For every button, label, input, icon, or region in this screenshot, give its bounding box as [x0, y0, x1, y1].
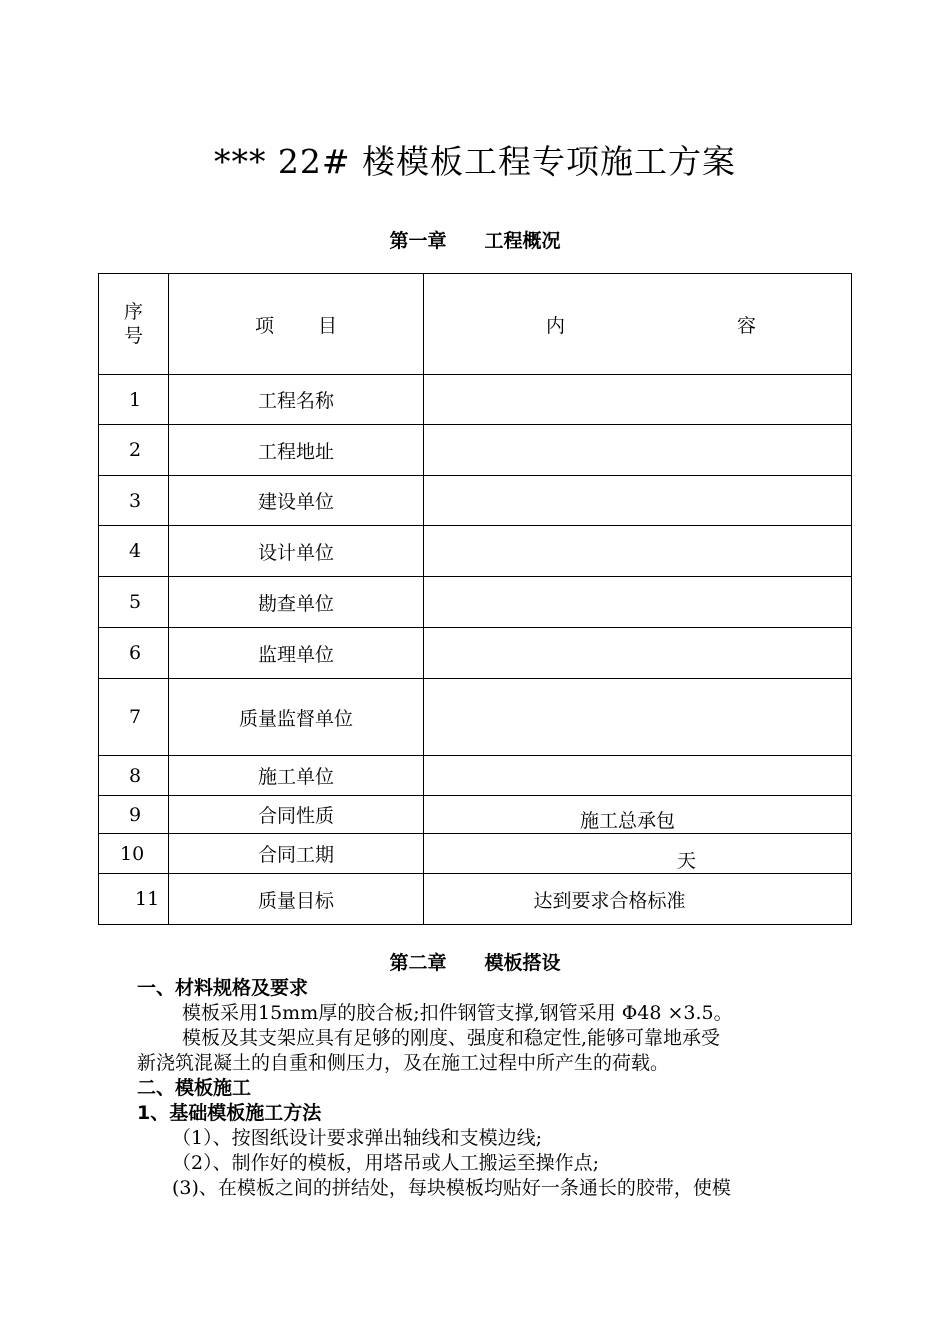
header-content-b: 容	[736, 314, 756, 337]
row-content	[424, 375, 852, 425]
row-no: 6	[99, 628, 169, 679]
row-item: 工程名称	[169, 375, 424, 425]
row-no: 7	[99, 679, 169, 756]
table-row	[99, 796, 852, 834]
subsection-1-heading: 1、基础模板施工方法	[137, 1102, 322, 1124]
row-item: 工程地址	[169, 425, 424, 476]
row-no: 3	[99, 476, 169, 526]
section-2-heading: 二、模板施工	[137, 1077, 252, 1099]
row-content	[424, 425, 852, 476]
row-content	[424, 526, 852, 577]
row-content	[424, 577, 852, 628]
row-item: 勘查单位	[169, 577, 424, 628]
table-row	[99, 874, 852, 925]
paragraph-materials: 模板采用15mm厚的胶合板;扣件钢管支撑,钢管采用 Φ48 ×3.5。	[182, 1002, 733, 1024]
row-no: 8	[99, 756, 169, 796]
row-item: 建设单位	[169, 476, 424, 526]
row-no: 10	[99, 834, 169, 874]
paragraph-rigidity: 模板及其支架应具有足够的刚度、强度和稳定性,能够可靠地承受	[182, 1027, 721, 1049]
row-item: 合同性质	[169, 796, 424, 834]
table-row	[99, 526, 852, 577]
step-1: （1）、按图纸设计要求弹出轴线和支模边线;	[172, 1127, 542, 1149]
row-item: 监理单位	[169, 628, 424, 679]
header-item-b: 目	[318, 314, 338, 337]
row-item: 合同工期	[169, 834, 424, 874]
chapter-1-heading: 第一章 工程概况	[389, 230, 561, 252]
row-no: 9	[99, 796, 169, 834]
row-item: 施工单位	[169, 756, 424, 796]
row-content: 施工总承包	[424, 796, 852, 834]
table-row	[99, 756, 852, 796]
row-no: 5	[99, 577, 169, 628]
header-no-label: 序号	[123, 301, 143, 347]
chapter-2-heading: 第二章 模板搭设	[389, 952, 561, 974]
row-no: 11	[99, 874, 169, 925]
header-content-a: 内	[546, 314, 566, 337]
project-overview-table	[98, 273, 852, 925]
row-item: 质量监督单位	[169, 679, 424, 756]
step-3: (3)、在模板之间的拼结处，每块模板均贴好一条通长的胶带，使模	[172, 1177, 731, 1199]
table-row	[99, 577, 852, 628]
row-content	[424, 476, 852, 526]
table-row	[99, 375, 852, 425]
table-row	[99, 834, 852, 874]
row-no: 4	[99, 526, 169, 577]
table-header-row	[99, 274, 852, 375]
header-content	[424, 274, 852, 375]
row-item: 设计单位	[169, 526, 424, 577]
header-item-a: 项	[254, 314, 274, 337]
row-no: 2	[99, 425, 169, 476]
row-content	[424, 756, 852, 796]
header-item	[169, 274, 424, 375]
table-row	[99, 628, 852, 679]
step-2: （2）、制作好的模板，用塔吊或人工搬运至操作点;	[172, 1152, 599, 1174]
row-item: 质量目标	[169, 874, 424, 925]
row-content: 达到要求合格标准	[424, 874, 852, 925]
table-row	[99, 476, 852, 526]
document-title: *** 22# 楼模板工程专项施工方案	[213, 142, 737, 181]
table-row	[99, 425, 852, 476]
row-content: 天	[424, 834, 852, 874]
row-content	[424, 628, 852, 679]
table-row	[99, 679, 852, 756]
section-1-heading: 一、材料规格及要求	[137, 977, 309, 999]
header-no	[99, 274, 169, 375]
row-no: 1	[99, 375, 169, 425]
row-content	[424, 679, 852, 756]
paragraph-rigidity-cont: 新浇筑混凝土的自重和侧压力，及在施工过程中所产生的荷载。	[137, 1052, 670, 1074]
